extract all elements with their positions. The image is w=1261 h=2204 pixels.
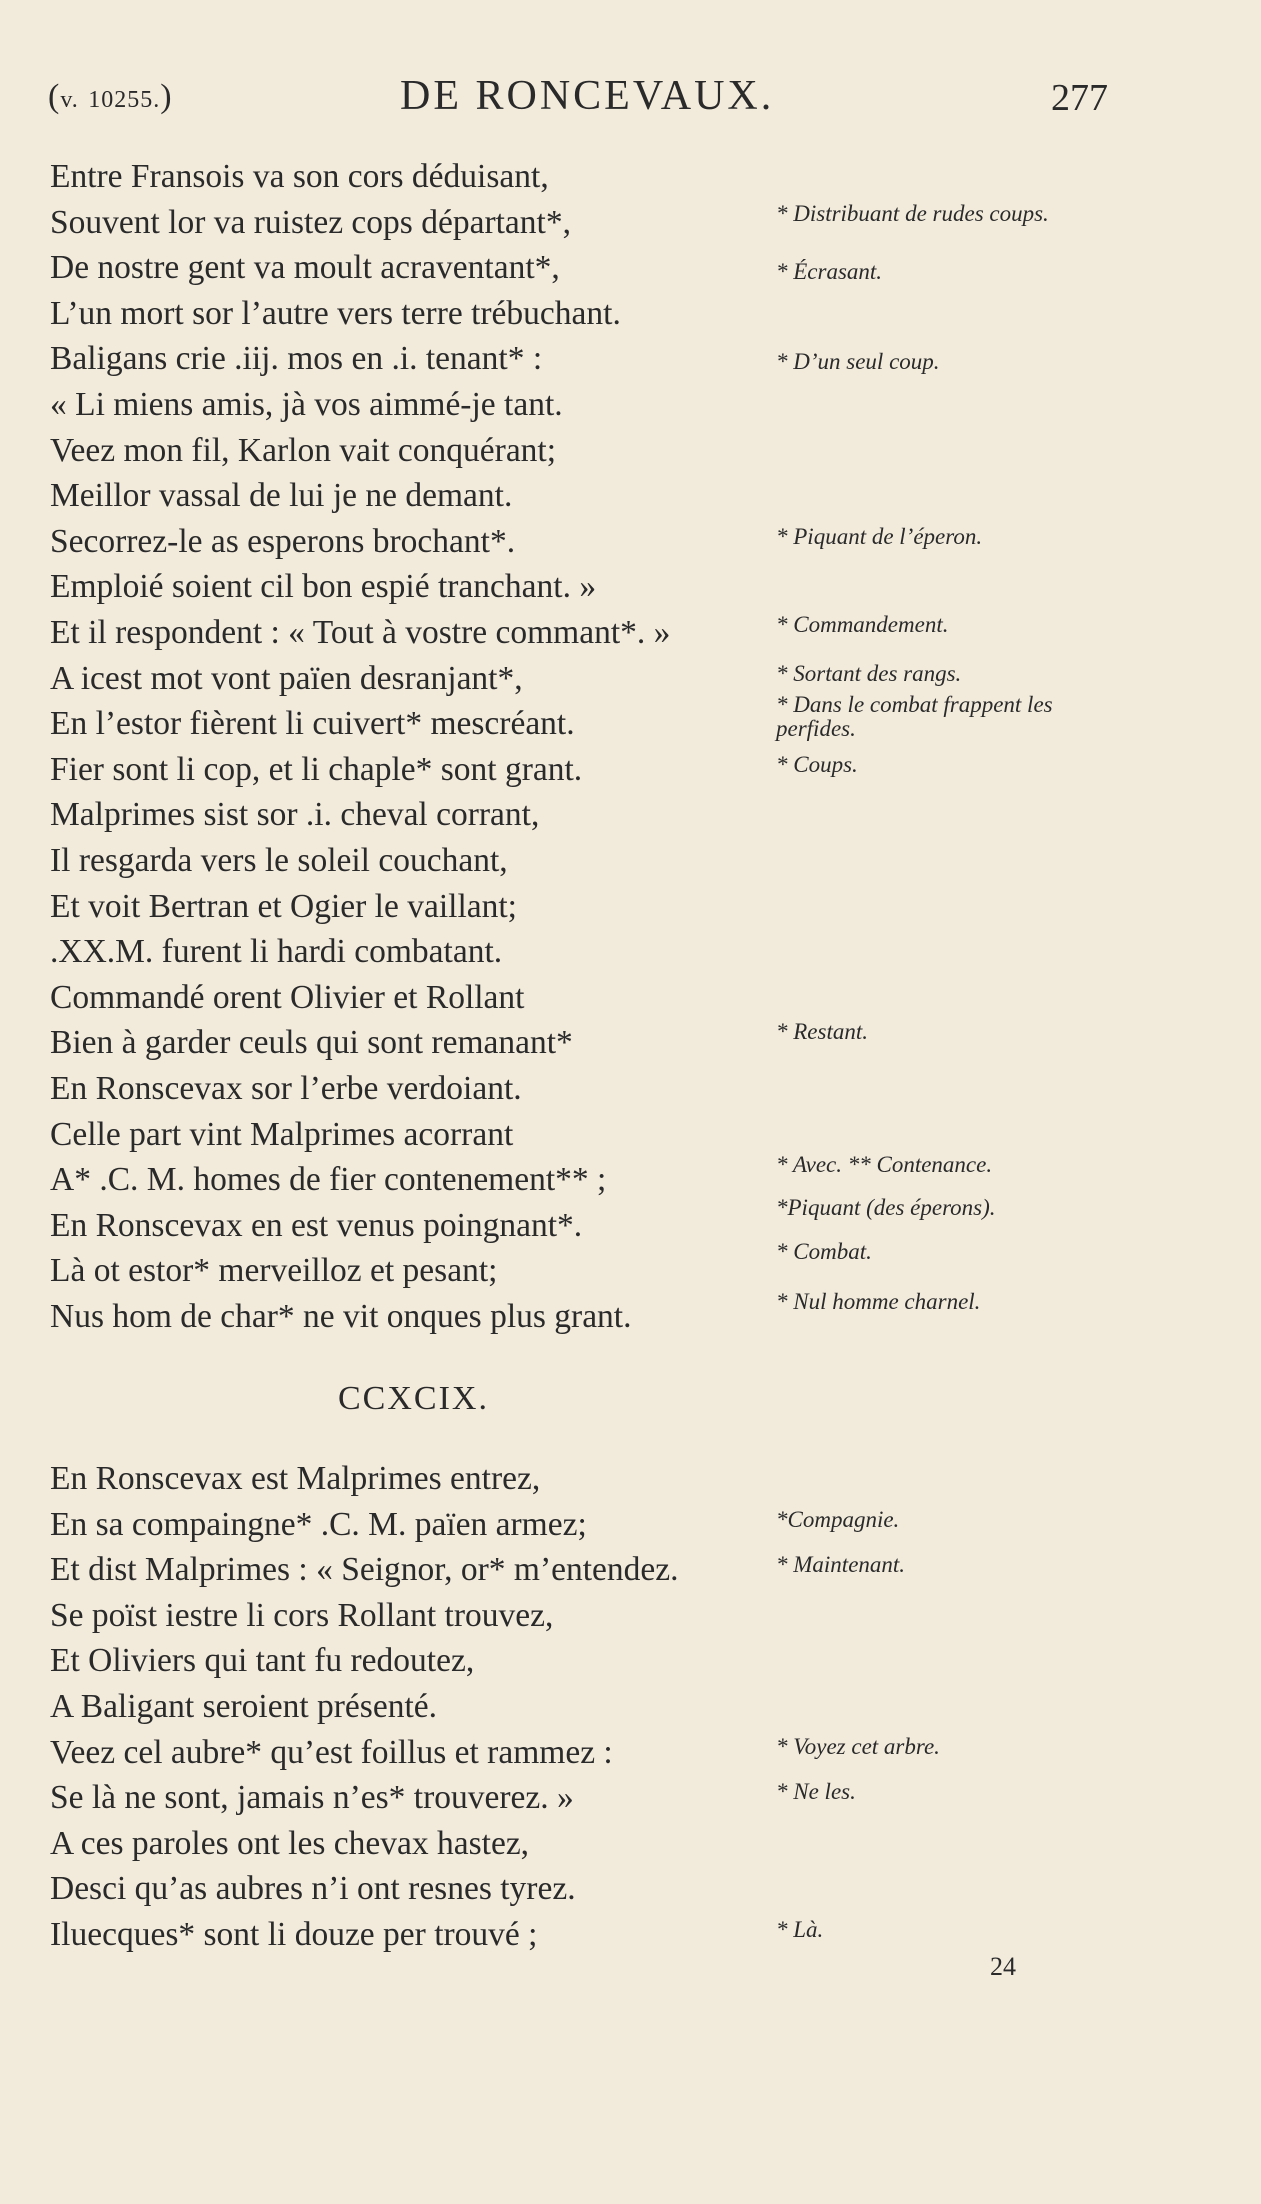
- verse-line: Entre Fransois va son cors déduisant,: [50, 158, 549, 195]
- margin-note: [776, 1153, 992, 1177]
- margin-note-text: * Nul homme charnel.: [776, 1289, 981, 1314]
- margin-note: [776, 1020, 868, 1044]
- margin-note: [776, 1290, 980, 1314]
- margin-note: [776, 613, 948, 637]
- margin-note: [776, 1553, 905, 1577]
- verse-line: Meillor vassal de lui je ne demant.: [50, 477, 513, 515]
- verse-line: A* .C. M. homes de fier contenement** ;: [50, 1161, 607, 1199]
- verse-line: « Li miens amis, jà vos aimmé-je tant.: [50, 386, 563, 423]
- running-title: DE RONCEVAUX.: [400, 73, 775, 119]
- margin-note: [776, 1240, 872, 1264]
- paren-close: ): [160, 78, 173, 115]
- verse-line: Celle part vint Malprimes acorrant: [50, 1115, 514, 1153]
- margin-note-text: * Commandement.: [776, 612, 949, 637]
- margin-note-text: * Ne les.: [776, 1779, 856, 1804]
- verse-line: Il resgarda vers le soleil couchant,: [50, 842, 508, 879]
- section-title: CCXCIX.: [338, 1380, 489, 1417]
- running-header: [48, 73, 1108, 128]
- verse-line: Commandé orent Olivier et Rollant: [50, 978, 525, 1016]
- verse-line: Fier sont li cop, et li chaple* sont grant.: [50, 750, 583, 788]
- margin-note: [776, 1735, 940, 1759]
- margin-note: [776, 525, 982, 549]
- paren-open: (: [48, 78, 61, 115]
- verse-line: Veez cel aubre* qu’est foillus et rammez :: [50, 1733, 613, 1771]
- margin-note-text: * D’un seul coup.: [776, 349, 940, 374]
- margin-note-text: * Là.: [776, 1917, 824, 1942]
- verse-line: Là ot estor* merveilloz et pesant;: [50, 1252, 498, 1290]
- verse-abbrev: v.: [60, 87, 79, 113]
- margin-note-text: * Maintenant.: [776, 1552, 906, 1577]
- verse-range: [48, 78, 173, 116]
- verse-line: Desci qu’as aubres n’i ont resnes tyrez.: [50, 1870, 576, 1908]
- verse-line: Secorrez-le as esperons brochant*.: [50, 522, 516, 560]
- margin-note: [776, 202, 1106, 226]
- margin-note-text: * Coups.: [776, 752, 858, 777]
- margin-note-text: * Dans le combat frappent les perfides.: [776, 692, 1053, 742]
- margin-note: [776, 693, 1106, 741]
- verse-number: 10255.: [88, 87, 161, 113]
- verse-line: .XX.M. furent li hardi combatant.: [50, 933, 503, 971]
- margin-note-text: * Distribuant de rudes coups.: [776, 201, 1049, 226]
- verse-line: Nus hom de char* ne vit onques plus grant.: [50, 1298, 632, 1335]
- margin-note: [776, 753, 858, 777]
- margin-note: [776, 350, 940, 374]
- margin-note-text: * Piquant de l’éperon.: [776, 524, 983, 549]
- verse-line: Et il respondent : « Tout à vostre commant*. »: [50, 614, 671, 651]
- verse-line: Veez mon fil, Karlon vait conquérant;: [50, 431, 557, 469]
- signature-mark: 24: [990, 1952, 1016, 1981]
- margin-note: [776, 1196, 996, 1220]
- verse-line: Iluecques* sont li douze per trouvé ;: [50, 1916, 538, 1953]
- margin-note: [776, 260, 882, 284]
- verse-line: Malprimes sist sor .i. cheval corrant,: [50, 796, 540, 834]
- verse-line: En Ronscevax en est venus poingnant*.: [50, 1206, 583, 1244]
- verse-line: Et voit Bertran et Ogier le vaillant;: [50, 887, 517, 925]
- margin-note: [776, 662, 961, 686]
- margin-note-text: * Écrasant.: [776, 259, 883, 284]
- verse-line: En sa compaingne* .C. M. païen armez;: [50, 1505, 587, 1543]
- page-number: 277: [1051, 77, 1108, 119]
- margin-note-text: * Restant.: [776, 1019, 868, 1044]
- verse-line: En Ronscevax est Malprimes entrez,: [50, 1460, 541, 1497]
- verse-line: Se là ne sont, jamais n’es* trouverez. »: [50, 1779, 574, 1817]
- verse-line: En Ronscevax sor l’erbe verdoiant.: [50, 1070, 522, 1107]
- margin-note-text: *Piquant (des éperons).: [776, 1195, 996, 1220]
- verse-line: A Baligant seroient présenté.: [50, 1688, 438, 1725]
- verse-line: A icest mot vont païen desranjant*,: [50, 659, 523, 697]
- verse-line: L’un mort sor l’autre vers terre trébuchant.: [50, 294, 621, 332]
- margin-note-text: * Combat.: [776, 1239, 872, 1264]
- margin-note: [776, 1508, 899, 1532]
- verse-line: Souvent lor va ruistez cops départant*,: [50, 203, 571, 241]
- verse-line: Baligans crie .iij. mos en .i. tenant* :: [50, 340, 543, 378]
- margin-note-text: * Avec. ** Contenance.: [776, 1152, 993, 1177]
- verse-line: A ces paroles ont les chevax hastez,: [50, 1824, 530, 1862]
- verse-line: En l’estor fièrent li cuivert* mescréant.: [50, 705, 575, 743]
- verse-line: De nostre gent va moult acraventant*,: [50, 249, 560, 287]
- verse-line: Bien à garder ceuls qui sont remanant*: [50, 1024, 573, 1062]
- margin-note: [776, 1780, 856, 1804]
- margin-note-text: * Voyez cet arbre.: [776, 1734, 940, 1759]
- margin-note-text: *Compagnie.: [776, 1507, 900, 1532]
- verse-line: Se poïst iestre li cors Rollant trouvez,: [50, 1596, 554, 1634]
- margin-note: [776, 1918, 823, 1942]
- verse-line: Emploié soient cil bon espié tranchant. »: [50, 568, 597, 606]
- margin-note-text: * Sortant des rangs.: [776, 661, 962, 686]
- verse-line: Et dist Malprimes : « Seignor, or* m’entendez.: [50, 1551, 679, 1589]
- verse-line: Et Oliviers qui tant fu redoutez,: [50, 1642, 475, 1680]
